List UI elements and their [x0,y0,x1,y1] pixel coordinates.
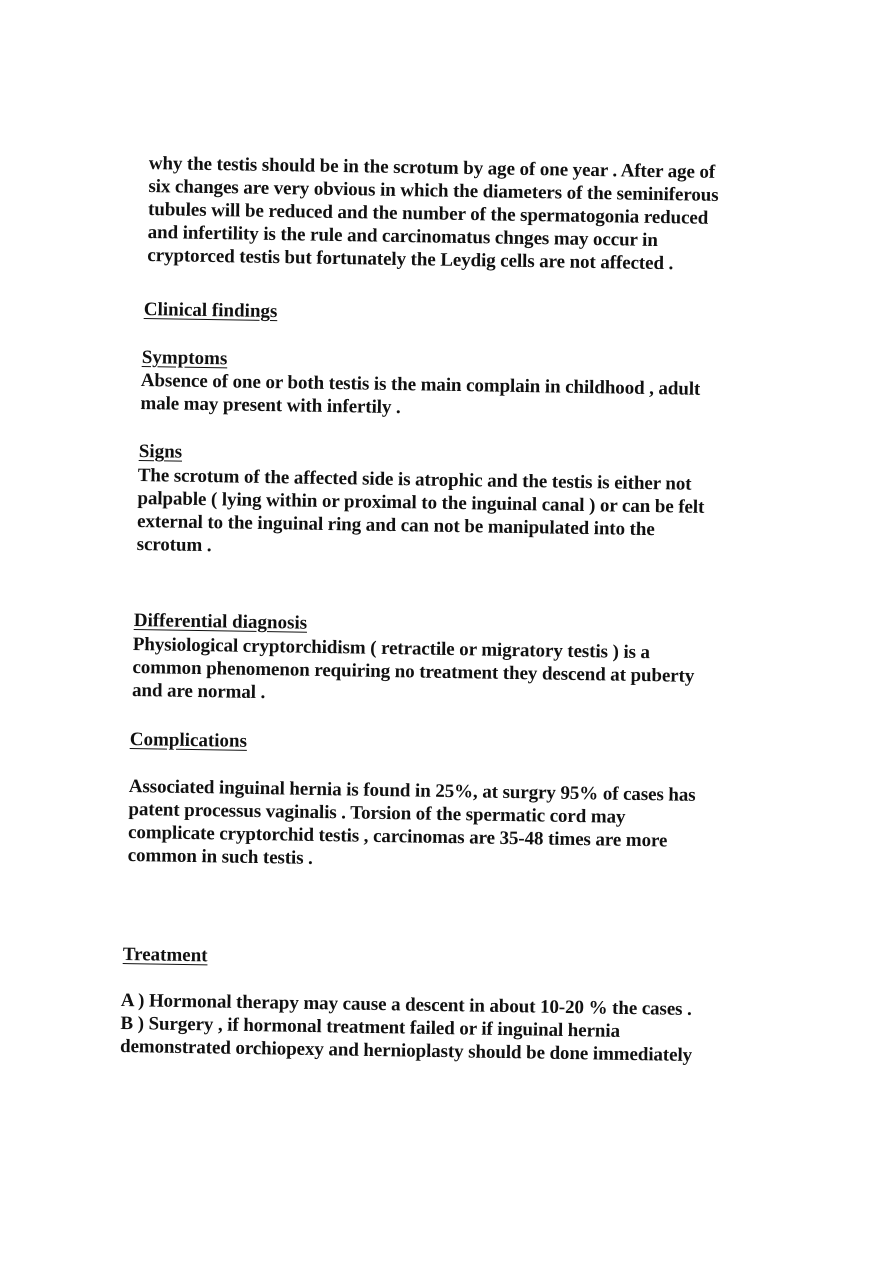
differential-diagnosis-paragraph [132,633,695,711]
treatment-line: A ) Hormonal therapy may cause a descent in about 10-20 % the cases . [120,989,692,1020]
signs-paragraph [137,464,705,565]
clinical-findings-heading: Clinical findings [143,298,278,323]
signs-line: The scrotum of the affected side is atrophic and the testis is either not [137,464,692,495]
complications-line: common in such testis . [127,844,313,869]
signs-heading: Signs [138,440,183,463]
intro-line: cryptorced testis but fortunately the Leydig cells are not affected . [147,244,674,275]
signs-line: scrotum . [136,533,212,557]
treatment-line: B ) Surgery , if hormonal treatment failed or if inguinal hernia [120,1012,621,1042]
intro-line: tubules will be reduced and the number of the spermatogonia reduced [147,198,709,229]
differential-diagnosis-line: Physiological cryptorchidism ( retractile or migratory testis ) is a [132,633,651,664]
complications-line: complicate cryptorchid testis , carcinomas are 35-48 times are more [127,821,668,852]
symptoms-line: male may present with infertily . [140,392,401,419]
differential-diagnosis-heading: Differential diagnosis [133,609,308,634]
treatment-paragraph [120,989,693,1067]
intro-paragraph [147,152,719,276]
differential-diagnosis-line: and are normal . [131,679,266,704]
intro-line: why the testis should be in the scrotum by age of one year . After age of [148,152,716,183]
complications-heading: Complications [129,728,248,752]
symptoms-heading: Symptoms [141,346,228,370]
treatment-line: demonstrated orchiopexy and hernioplasty should be done immediately [119,1035,693,1066]
complications-line: Associated inguinal hernia is found in 25%, at surgry 95% of cases has [128,775,696,806]
complications-paragraph [128,775,696,876]
intro-line: and infertility is the rule and carcinomatus chnges may occur in [147,221,658,252]
treatment-heading: Treatment [122,943,208,967]
complications-line: patent processus vaginalis . Torsion of the spermatic cord may [128,798,626,828]
symptoms-paragraph [140,369,700,424]
signs-line: palpable ( lying within or proximal to the inguinal canal ) or can be felt [137,487,705,518]
differential-diagnosis-line: common phenomenon requiring no treatment they descend at puberty [132,656,695,687]
symptoms-line: Absence of one or both testis is the main complain in childhood , adult [140,369,701,400]
signs-line: external to the inguinal ring and can not be manipulated into the [136,510,655,541]
intro-line: six changes are very obvious in which the diameters of the seminiferous [148,175,719,206]
